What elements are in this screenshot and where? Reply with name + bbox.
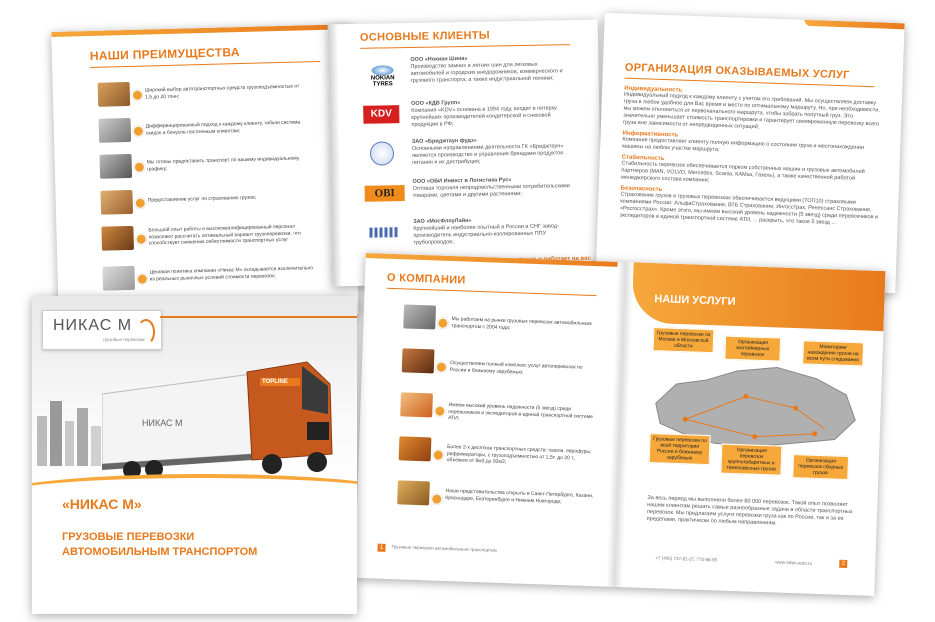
services-org-title: ОРГАНИЗАЦИЯ ОКАЗЫВАЕМЫХ УСЛУГ xyxy=(624,61,850,82)
about-footer: Грузовые перевозки автомобильным транспортом xyxy=(391,544,497,553)
client-name-2: ООО «КДВ Групп» xyxy=(411,100,461,107)
kdv-logo: KDV xyxy=(363,105,399,124)
advantages-title: НАШИ ПРЕИМУЩЕСТВА xyxy=(89,45,240,63)
advantage-text-2: Дифференцированный подход к каждому клиенту, гибкая система скидок и бонусов постоянным клиентам; xyxy=(145,119,301,137)
about-page-number: 1 xyxy=(377,544,385,552)
map-label-5: Организация перевозок крупногабаритных и тяжеловесных грузов xyxy=(720,444,782,476)
section-text-3: Стабильность перевозок обеспечивается парком собственных машин и грузовых автомобилей партнеров (MAN, VOLVO, Mercedes, Scania, КАМаз, Газель), а также качественной работой менеджерского состава компании; xyxy=(620,160,865,184)
clients-title: ОСНОВНЫЕ КЛИЕНТЫ xyxy=(359,29,491,44)
obi-logo: OBI xyxy=(365,185,405,202)
about-image-1 xyxy=(403,304,436,329)
advantage-text-5: Большой опыт работы и высококвалифицированный персонал позволяют рассчитать оптимальный вариант грузоперевозки, что способствует снижению себестоимости транспортных услуг xyxy=(148,223,301,247)
cover-logo: НИКАС М грузовые перевозки xyxy=(42,310,162,350)
services-org-page xyxy=(595,13,904,293)
map-label-6: Организация перевозок сборных грузов xyxy=(792,454,849,480)
client-text-2: Компания «KDV» основана в 1994 году, входит в пятерку крупнейших производителей кондитерской и снековой продукции в РФ; xyxy=(411,105,557,128)
section-heading-3: Стабильность xyxy=(621,154,665,163)
client-text-4: Оптовая торговля непродовольственными потребительскими товарами, цветами и другими растениями; xyxy=(412,183,570,199)
inner-spread xyxy=(354,253,885,596)
trailer-logo: НИКАС М xyxy=(142,418,183,428)
map-label-1: Грузовые перевозки по Москве и Московской области xyxy=(653,327,715,353)
map-label-3: Мониторинг нахождения грузов на всем пути следования xyxy=(802,340,864,366)
advantage-image-1 xyxy=(98,82,131,107)
about-text-4: Более 2-х десятков транспортных средств: газели, еврофуры, рефрижераторы, с грузоподъемностью от 1,5т. до 20 т., объемом от 8м3 до 92м3; xyxy=(446,443,592,466)
section-text-1: Индивидуальный подход к каждому клиенту с учетом его требований. Мы осуществляем доставку груза в любое удобное для Вас время и место по оптимальному маршруту. Но, при необходимости, мы можем отклониться от первоначального маршрута, чтобы забрать попутный груз. Это значительно уменьшает стоимость транспортировки и гарантирует своевременную перевозку всего груза вне зависимости от непредвиденных ситуаций; xyxy=(622,91,880,131)
section-heading-4: Безопасность xyxy=(620,185,663,193)
advantage-text-6: Ценовая политика компании «Никас М» складывается исключительно из реальных рыночных условий стоимости перевозок; xyxy=(149,265,314,282)
tagline-1: ГРУЗОВЫЕ ПЕРЕВОЗКИ xyxy=(62,531,195,543)
section-text-2: Компания предоставляет клиенту полную информацию о состоянии груза и местонахождении машины на любом участке маршрута; xyxy=(622,136,865,153)
advantage-image-4 xyxy=(100,190,133,215)
about-text-3: Имеем высокий уровень надежности (5 звезд) среди перевозчиков и экспедиторов в единой транспортной системе АТИ; xyxy=(448,402,593,422)
client-text-3: Основными направлениями деятельности ГК «Бриджтаун» являются производство и управление брендами продуктов питания и их дистрибуция; xyxy=(411,143,564,166)
nokian-logo: NOKIAN TYRES xyxy=(360,65,404,92)
client-name-3: ЗАО «Бриджтаун фудз» xyxy=(411,137,477,145)
mosflowline-logo xyxy=(369,227,399,238)
services-page-number: 2 xyxy=(839,560,847,568)
map-label-2: Организация контейнерных перевозок xyxy=(724,336,781,362)
about-text-1: Мы работаем на рынке грузовых перевозок автомобильным транспортом с 2004 года; xyxy=(451,316,592,331)
advantage-text-1: Широкий выбор автотранспортных средств грузоподъемностью от 1,5 до 20 тонн; xyxy=(144,83,300,101)
section-heading-1: Индивидуальность xyxy=(624,85,683,94)
client-name-1: ООО «Нокиан Шина» xyxy=(410,55,468,63)
about-title: О КОМПАНИИ xyxy=(386,271,466,287)
city-skyline xyxy=(32,386,112,466)
advantage-image-3 xyxy=(99,154,132,179)
client-name-5: ЗАО «МосФлоуЛайн» xyxy=(413,217,472,225)
company-name: «НИКАС М» xyxy=(62,496,142,512)
our-services-text: За весь период мы выполнили более 80 000 перевозок. Такой опыт позволяет нашим клиентам решать самые разнообразные задачи в области транспортных перевозок. Мы предлагаем услуги перевозки груза как по России, так и за ее пределами, практически по любым направлениям. xyxy=(646,495,853,527)
about-text-5: Наши представительства открыты в Санкт-Петербурге, Казани, Краснодаре, Екатеринбурге и Нижнем Новгороде; xyxy=(445,487,594,505)
about-text-2: Осуществляем полный комплекс услуг автоперевозок по России и ближнему зарубежью; xyxy=(449,360,583,376)
advantage-text-3: Мы готовы предоставить транспорт по вашему индивидуальному графику; xyxy=(146,155,300,173)
tagline-2: АВТОМОБИЛЬНЫМ ТРАНСПОРТОМ xyxy=(62,546,258,558)
section-text-4: Страхование грузов в грузовых перевозках обеспечивается ведущими (ТОП10) страховыми компаниями России: АльфаСтрахование, ВТБ Страхование, Ингосстрах, Ренессанс Страхование, «Росгосстрах». Кроме этого, мы имеем высокий уровень надежности (5 звезд) среди перевозчиков и экспедиторов в единой транспортной системе АТИ, ... раскрыть, что такое 5 звезд ... xyxy=(619,191,879,227)
advantage-text-4: Предоставление услуг по страхованию грузов; xyxy=(147,194,257,204)
about-image-2 xyxy=(402,348,435,373)
clients-page xyxy=(328,20,603,287)
contact-site: www.nikas-auto.ru xyxy=(775,559,813,566)
client-text-1: Производство зимних и летних шин для легковых автомобилей и городских внедорожников, коммерческого и грузового транспорта, а также индустриальной техники; xyxy=(410,61,563,84)
truck-label: TOPLINE xyxy=(262,379,288,385)
client-name-4: ООО «ОБИ Инвест в Логистика Рус» xyxy=(412,177,512,185)
about-image-3 xyxy=(400,392,433,417)
section-heading-2: Информативность xyxy=(622,130,679,139)
about-image-5 xyxy=(397,480,430,505)
advantage-image-6 xyxy=(102,266,135,291)
cover-page xyxy=(32,296,357,614)
about-image-4 xyxy=(399,436,432,461)
client-text-5: Крупнейший и наиболее опытный в России и СНГ завод-производитель индустриально-изолированных ППУ трубопроводов; xyxy=(413,223,559,246)
bridgetown-logo xyxy=(370,141,394,165)
contact-phone: +7 (495) 737-81-27, 775-88-95 xyxy=(655,555,718,563)
map-label-4: Грузовые перевозки по всей территории России и ближнему зарубежью xyxy=(649,433,711,465)
our-services-title: НАШИ УСЛУГИ xyxy=(654,293,736,308)
advantage-image-2 xyxy=(99,118,132,143)
truck-image xyxy=(102,354,352,484)
advantages-page xyxy=(51,24,358,322)
advantage-image-5 xyxy=(101,226,134,251)
